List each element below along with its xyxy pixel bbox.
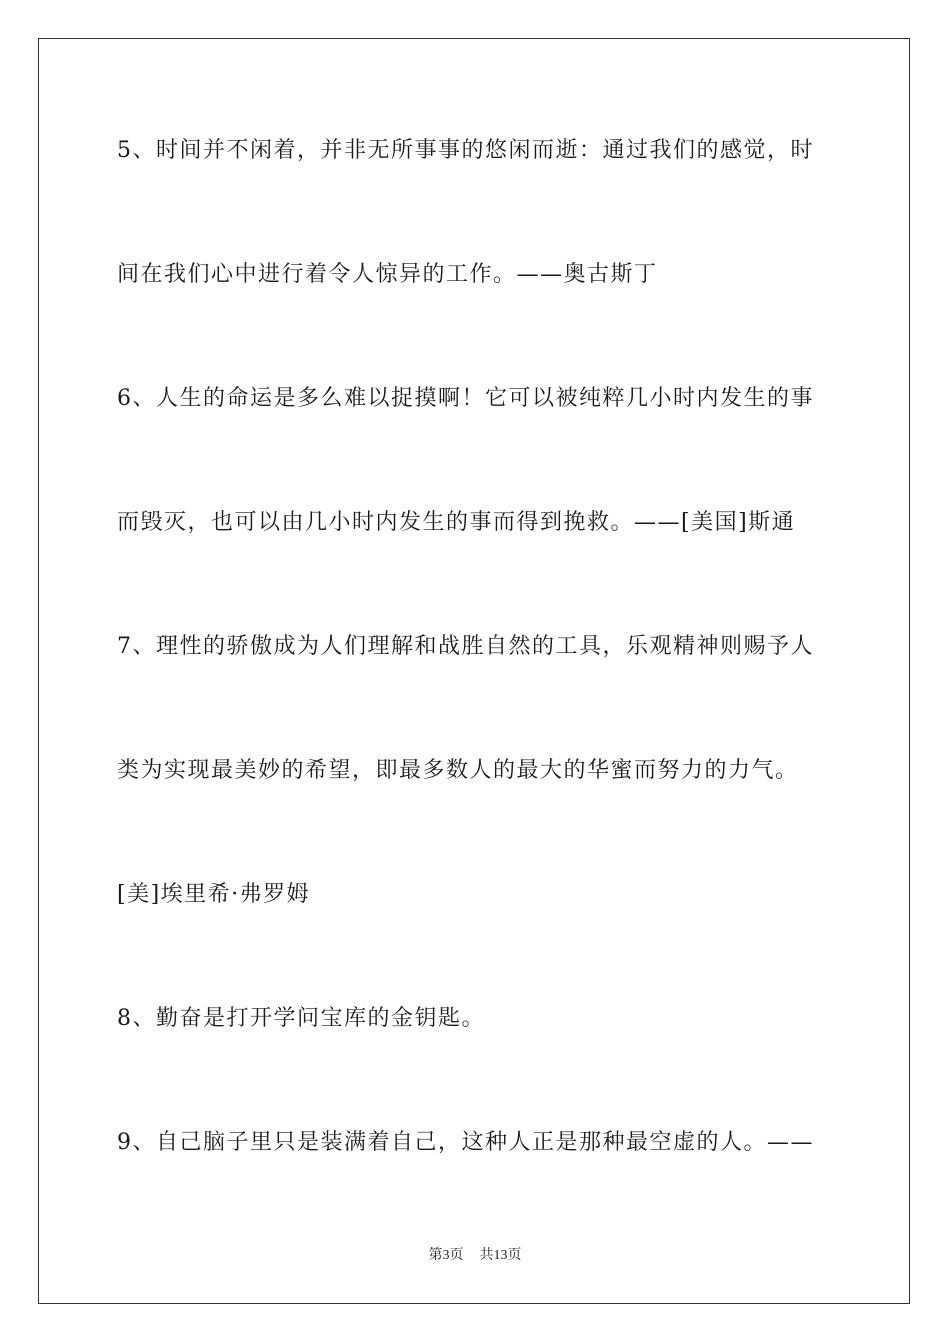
text-line-5: 7、理性的骄傲成为人们理解和战胜自然的工具，乐观精神则赐予人 <box>117 634 814 659</box>
text-line-2: 间在我们心中进行着令人惊异的工作。——奥古斯丁 <box>117 262 658 287</box>
page-footer <box>0 1246 950 1266</box>
text-line-4: 而毁灭，也可以由几小时内发生的事而得到挽救。——[美国]斯通 <box>117 510 796 535</box>
page-number: 第3页 <box>428 1248 464 1263</box>
page-total: 共13页 <box>479 1248 522 1263</box>
text-line-3: 6、人生的命运是多么难以捉摸啊！它可以被纯粹几小时内发生的事 <box>117 386 814 411</box>
page-frame <box>38 38 910 1304</box>
text-line-8: 8、勤奋是打开学问宝库的金钥匙。 <box>117 1006 485 1031</box>
text-line-7: [美]埃里希·弗罗姆 <box>117 882 311 907</box>
text-line-9: 9、自己脑子里只是装满着自己，这种人正是那种最空虚的人。—— <box>117 1130 814 1155</box>
text-line-6: 类为实现最美妙的希望，即最多数人的最大的华蜜而努力的力气。 <box>117 758 799 783</box>
text-line-1: 5、时间并不闲着，并非无所事事的悠闲而逝：通过我们的感觉，时 <box>117 138 814 163</box>
